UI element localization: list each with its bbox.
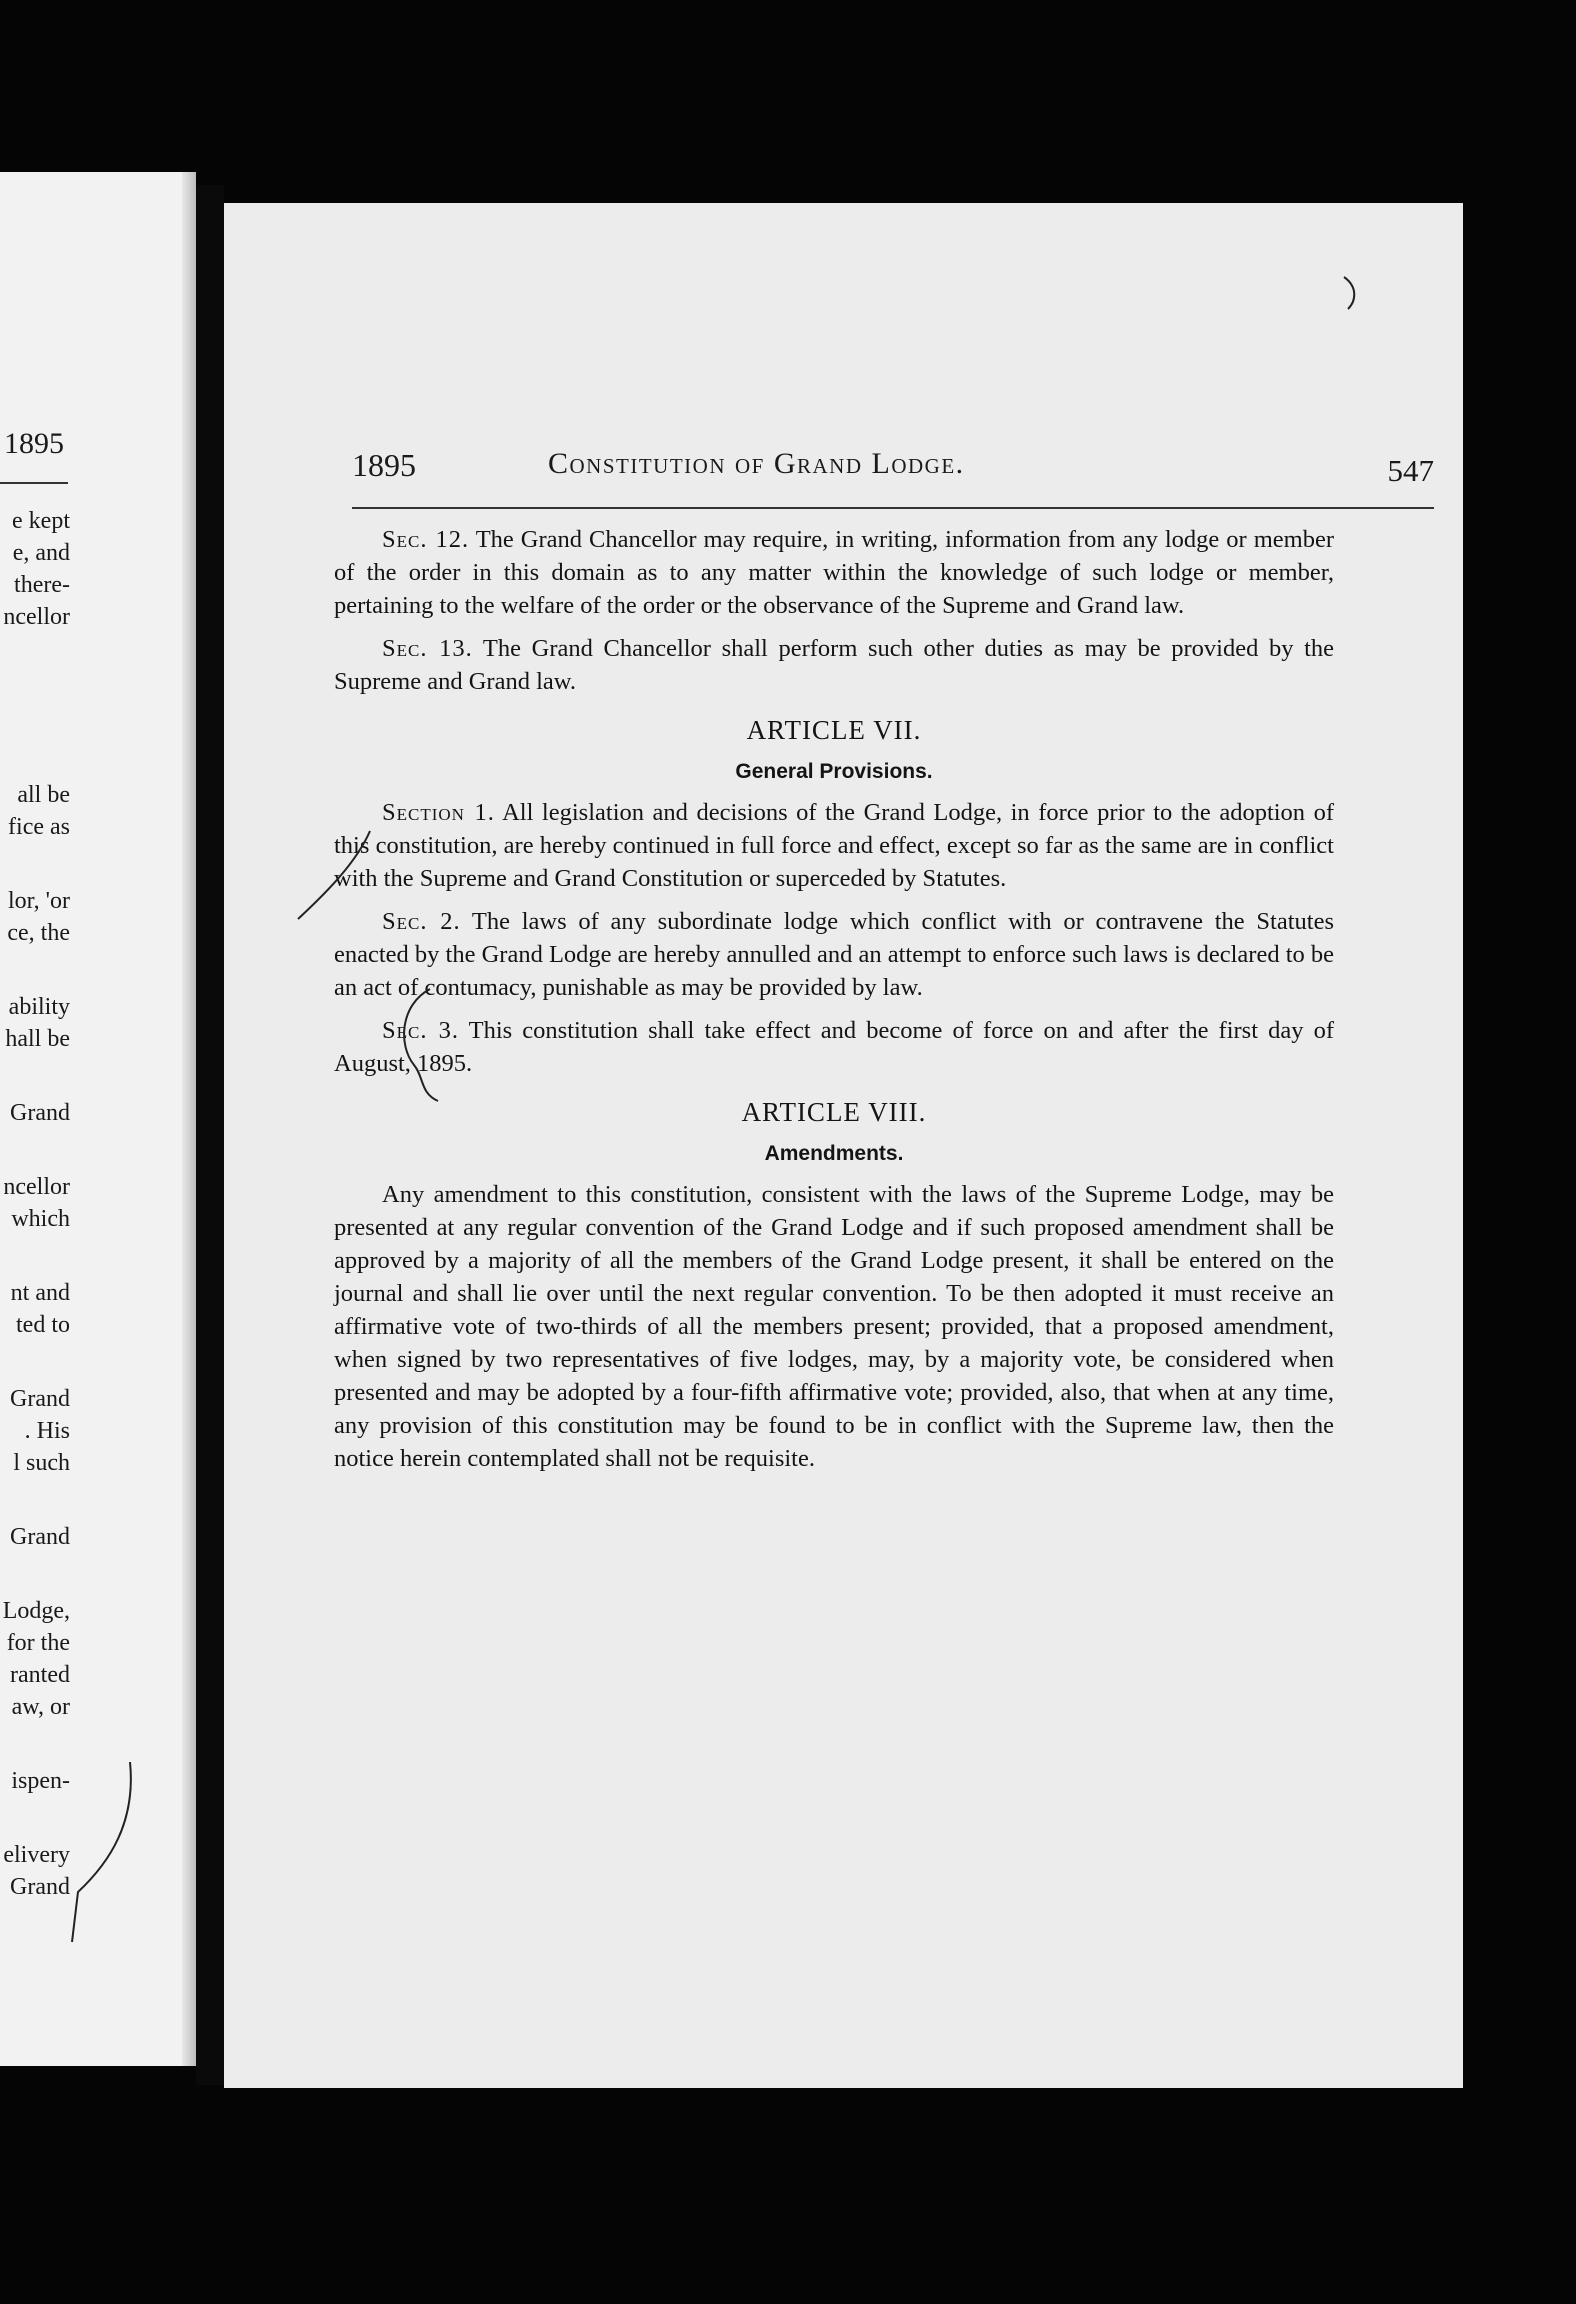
section-text: The laws of any subordinate lodge which conflict with or contravene the Statutes enacted by the Grand Lodge are hereby annulled and an attempt to enforce such laws is declared to be an act of contumacy, punishable as may be provided by law. bbox=[334, 908, 1335, 1001]
left-line: e, and bbox=[12, 540, 70, 566]
left-line: ispen- bbox=[11, 1768, 70, 1794]
section-text: All legislation and decisions of the Grand Lodge, in force prior to the adoption of this constitution, are hereby continued in full force and effect, except so far as the same are in conflict with the Supreme and Grand Constitution or superceded by Statutes. bbox=[334, 799, 1335, 892]
left-line: which bbox=[11, 1206, 70, 1232]
left-header-rule bbox=[0, 482, 68, 484]
left-line: ncellor bbox=[3, 1174, 70, 1200]
right-page bbox=[224, 203, 1463, 2088]
running-header bbox=[352, 447, 1434, 491]
left-line: Lodge, bbox=[2, 1598, 70, 1624]
section-text: The Grand Chancellor shall perform such other duties as may be provided by the Supreme and Grand law. bbox=[334, 635, 1334, 695]
left-line: there- bbox=[14, 572, 70, 598]
section-label: Section 1. bbox=[382, 799, 495, 826]
header-rule bbox=[352, 507, 1434, 509]
pencil-slash-mark bbox=[296, 823, 376, 923]
left-line: for the bbox=[6, 1630, 70, 1656]
section-paragraph bbox=[334, 523, 1334, 622]
left-page-header-year: 1895 bbox=[4, 427, 64, 460]
pencil-tick-mark bbox=[1340, 273, 1370, 313]
section-label: Sec. 2. bbox=[382, 908, 461, 935]
section-paragraph bbox=[334, 905, 1334, 1004]
left-line: hall be bbox=[5, 1026, 70, 1052]
header-title: Constitution of Grand Lodge. bbox=[548, 447, 965, 480]
left-line: . His bbox=[24, 1418, 70, 1444]
left-line: elivery bbox=[3, 1842, 70, 1868]
amendment-paragraph: Any amendment to this constitution, consistent with the laws of the Supreme Lodge, may be presented at any regular convention of the Grand Lodge and if such proposed amendment shall be approved by a majority of all the members of the Grand Lodge present, it shall be entered on the journal and shall lie over until the next regular convention. To be then adopted it must receive an affirmative vote of two-thirds of all the members present; provided, that a proposed amendment, when signed by two representatives of five lodges, may, by a majority vote, be considered when presented and may be adopted by a four-fifth affirmative vote; provided, also, that when at any time, any provision of this constitution may be found to be in conflict with the Supreme law, then the notice herein contemplated shall not be requisite. bbox=[334, 1181, 1334, 1472]
section-label: Sec. 12. bbox=[382, 526, 470, 553]
article-heading: ARTICLE VIII. bbox=[741, 1097, 927, 1127]
left-page-gutter bbox=[182, 172, 196, 2066]
left-line: ce, the bbox=[7, 920, 70, 946]
left-page bbox=[0, 172, 196, 2066]
left-line: all be bbox=[17, 782, 70, 808]
article-subheading: Amendments. bbox=[764, 1142, 904, 1165]
article-subheading: General Provisions. bbox=[735, 760, 933, 783]
section-paragraph bbox=[334, 796, 1334, 895]
left-line: ncellor bbox=[3, 604, 70, 630]
left-line: aw, or bbox=[11, 1694, 70, 1720]
article-heading: ARTICLE VII. bbox=[746, 715, 922, 745]
page-body bbox=[334, 523, 1334, 1485]
section-label: Sec. 3. bbox=[382, 1017, 459, 1044]
left-line: Grand bbox=[10, 1100, 70, 1126]
left-line: l such bbox=[13, 1450, 70, 1476]
header-year: 1895 bbox=[352, 447, 416, 483]
left-line: Grand bbox=[10, 1524, 70, 1550]
left-line: Grand bbox=[10, 1874, 70, 1900]
section-text: This constitution shall take effect and become of force on and after the first day of August, 1895. bbox=[334, 1017, 1334, 1077]
book-binding bbox=[196, 185, 224, 2085]
left-line: fice as bbox=[8, 814, 70, 840]
section-text: The Grand Chancellor may require, in writing, information from any lodge or member of the order in this domain as to any matter within the knowledge of such lodge or member, pertaining to the welfare of the order or the observance of the Supreme and Grand law. bbox=[334, 526, 1334, 619]
pencil-bracket-mark bbox=[390, 985, 450, 1105]
section-paragraph bbox=[334, 1014, 1334, 1080]
left-line: e kept bbox=[12, 508, 70, 534]
left-line: ranted bbox=[10, 1662, 70, 1688]
left-line: ability bbox=[8, 994, 70, 1020]
page-number: 547 bbox=[1387, 453, 1434, 488]
left-line: nt and bbox=[10, 1280, 70, 1306]
section-paragraph bbox=[334, 632, 1334, 698]
pencil-bracket-mark bbox=[70, 1762, 140, 1952]
left-line: Grand bbox=[10, 1386, 70, 1412]
section-label: Sec. 13. bbox=[382, 635, 473, 662]
left-line: lor, 'or bbox=[7, 888, 70, 914]
left-line: ted to bbox=[16, 1312, 70, 1338]
